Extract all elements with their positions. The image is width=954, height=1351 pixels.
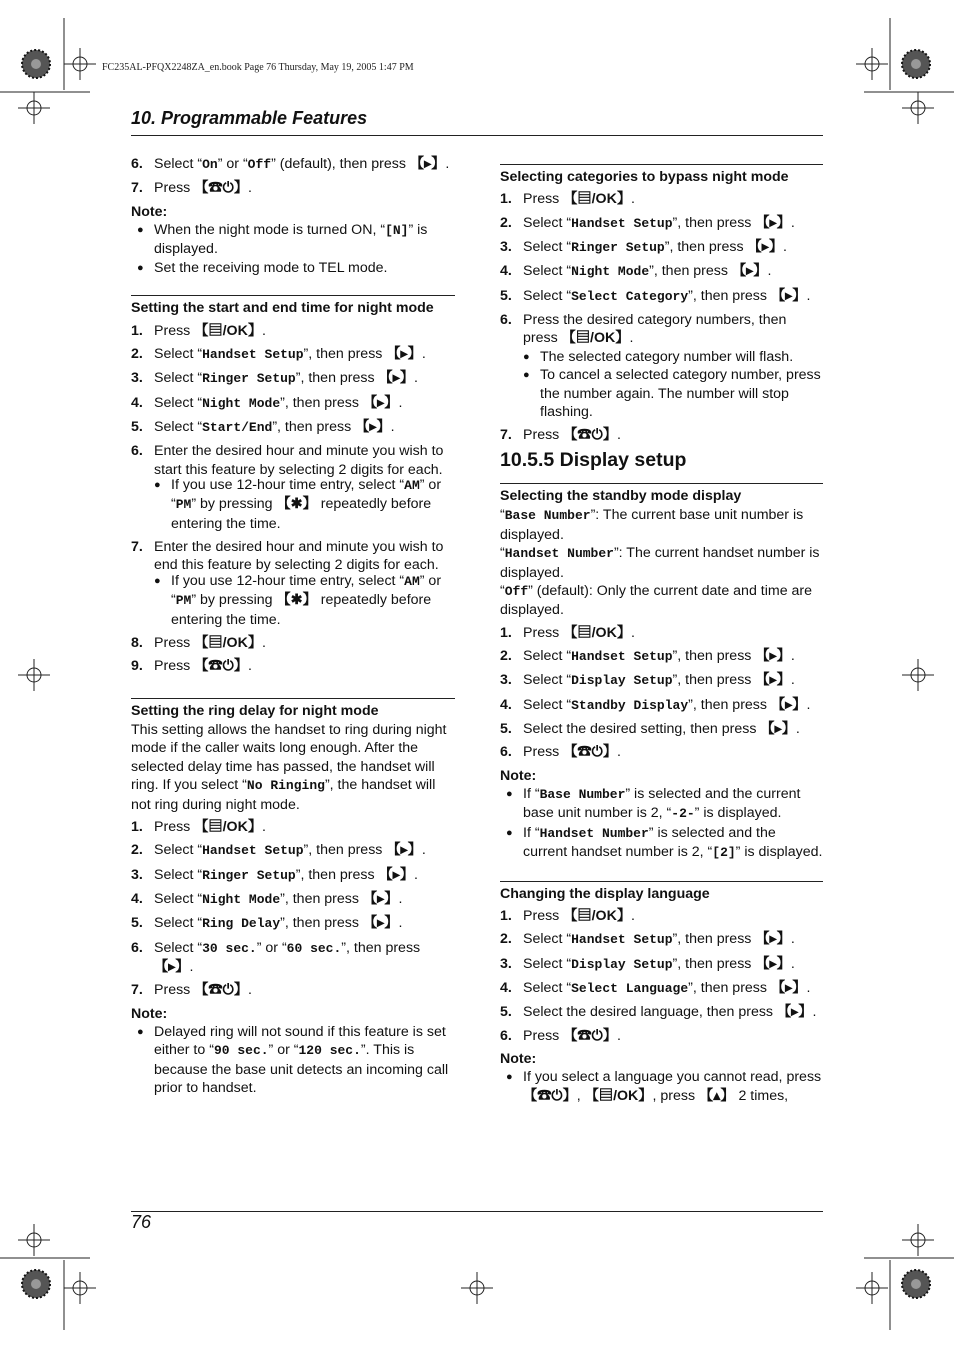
subsection-heading: Setting the start and end time for night mode: [131, 295, 455, 317]
note-heading: Note:: [500, 1050, 537, 1067]
right-key-icon: 【▸】: [755, 672, 791, 689]
note-bullet: ● If you select a language you cannot read, press 【☎⏻】, 【▤/OK】, press 【▴】 2 times,: [506, 1069, 822, 1104]
paragraph: This setting allows the handset to ring during night mode if the caller waits long enough. After the selected delay time has passed, the handset will ring. If you select “No Ringing”, the handset will not ring during night mode.: [131, 722, 447, 813]
off-key-icon: 【☎⏻】: [194, 180, 249, 197]
note-heading: Note:: [500, 767, 537, 784]
right-key-icon: 【▸】: [362, 915, 399, 932]
right-key-icon: 【▸】: [770, 696, 807, 713]
off-key-icon: 【☎⏻】: [563, 744, 618, 761]
paragraph: “Off” (default): Only the current date and time are displayed.: [500, 583, 813, 619]
note-bullet: ● When the night mode is turned ON, “[N]” is displayed.: [137, 222, 428, 258]
section-heading: 10.5.5 Display setup: [500, 448, 687, 471]
right-key-icon: 【▸】: [755, 648, 791, 665]
off-key-icon: 【☎⏻】: [523, 1087, 577, 1104]
menu-ok-key-icon: 【▤/OK】: [194, 634, 263, 651]
up-key-icon: 【▴】: [699, 1087, 735, 1104]
note-bullet: ● If “Handset Number” is selected and the current handset number is 2, “[2]” is displayed.: [506, 824, 823, 861]
header-rule: [131, 135, 823, 136]
right-key-icon: 【▸】: [378, 370, 415, 387]
note-heading: Note:: [131, 203, 168, 220]
right-key-icon: 【▸】: [755, 931, 791, 948]
note-bullet: ● Delayed ring will not sound if this feature is set either to “90 sec.” or “120 sec.”. This is because the base unit detects an incoming call prior to handset.: [137, 1023, 449, 1097]
right-key-icon: 【▸】: [409, 156, 446, 172]
subsection-heading: Setting the ring delay for night mode: [131, 698, 455, 720]
right-key-icon: 【▸】: [386, 842, 422, 859]
off-key-icon: 【☎⏻】: [194, 982, 249, 999]
right-key-icon: 【▸】: [760, 721, 796, 738]
menu-ok-key-icon: 【▤/OK】: [194, 322, 263, 339]
star-key-icon: 【✱】: [276, 496, 317, 513]
note-bullet: ● Set the receiving mode to TEL mode.: [137, 259, 388, 276]
right-key-icon: 【▸】: [362, 890, 399, 907]
section-title: 10. Programmable Features: [131, 108, 368, 128]
right-key-icon: 【▸】: [770, 287, 807, 304]
off-key-icon: 【☎⏻】: [194, 658, 249, 675]
step: 6. Select “On” or “Off” (default), then press 【▸】.: [131, 156, 450, 172]
note-heading: Note:: [131, 1005, 168, 1022]
menu-ok-key-icon: 【▤/OK】: [194, 819, 263, 836]
menu-ok-key-icon: 【▤/OK】: [584, 1087, 653, 1104]
left-column: 6. Select “On” or “Off” (default), then press 【▸】. 7. Press 【☎⏻】. Note: ● When the night mode is turned ON, “[N]” is displayed. ● Set the receiving mode to TEL mode. Setting the start and end time for night mode 1. Press 【▤/OK】. 2. Select “Handset Setup”, then press 【▸】. 3. Select “Ringer Setup”, then press 【▸】. 4. Select “Night Mode”, then press 【▸】. 5. Select “Start/End”, then press 【▸】. 6. Enter the desired hour and minute you wish to start this feature by selecting 2 digits for each. ● If you use 12-hour time entry, select “AM” or “PM” by pressing 【✱】 repeatedly before entering the time. 7. Enter the desired hour and minute you wish to end this feature by selecting 2 digits for each. ● If you use 12-hour time entry, select “AM” or “PM” by pressing 【✱】 repeatedly before entering the time. 8. Press 【▤/OK】. 9. Press 【☎⏻】. Setting the ring delay for night mode This setting allows the handset to ring during night mode if the caller waits long enough. After the selected delay time has passed, the handset will ring. If you select “No Ringing”, the handset will not ring during night mode. 1. Press 【▤/OK】. 2. Select “Handset Setup”, then press 【▸】. 3. Select “Ringer Setup”, then press 【▸】. 4. Select “Night Mode”, then press 【▸】. 5. Select “Ring Delay”, then press 【▸】. 6. Select “30 sec.” or “60 sec.”, then press 【▸】. 7. Press 【☎⏻】. Note: ● Delayed ring will not sound if this feature is set either to “90 sec.” or “120 sec.”. This is because the base unit detects an incoming call prior to handset.: [131, 155, 455, 1098]
right-key-icon: 【▸】: [731, 263, 768, 280]
subsection-heading: Selecting categories to bypass night mode: [500, 164, 823, 186]
menu-ok-key-icon: 【▤/OK】: [563, 624, 632, 641]
note-bullet: ● If “Base Number” is selected and the current base unit number is 2, “-2-” is displayed.: [506, 786, 801, 822]
right-key-icon: 【▸】: [378, 866, 415, 883]
paragraph: “Handset Number”: The current handset number is displayed.: [500, 545, 820, 581]
subsection-heading: Selecting the standby mode display: [500, 483, 823, 505]
step: 7. Press 【☎⏻】.: [131, 180, 252, 197]
right-key-icon: 【▸】: [747, 239, 784, 255]
right-key-icon: 【▸】: [362, 394, 399, 411]
page-number: 76: [131, 1212, 152, 1232]
right-key-icon: 【▸】: [386, 345, 422, 362]
right-key-icon: 【▸】: [755, 955, 791, 972]
menu-ok-key-icon: 【▤/OK】: [561, 330, 630, 347]
footer-rule: [131, 1211, 823, 1212]
book-meta: FC235AL-PFQX2248ZA_en.book Page 76 Thursday, May 19, 2005 1:47 PM: [102, 62, 414, 73]
right-key-icon: 【▸】: [154, 958, 190, 975]
star-key-icon: 【✱】: [276, 592, 317, 609]
right-key-icon: 【▸】: [355, 418, 391, 435]
menu-ok-key-icon: 【▤/OK】: [563, 191, 632, 208]
right-key-icon: 【▸】: [755, 214, 791, 231]
menu-ok-key-icon: 【▤/OK】: [563, 908, 632, 925]
off-key-icon: 【☎⏻】: [563, 427, 618, 444]
right-key-icon: 【▸】: [770, 979, 807, 996]
paragraph: “Base Number”: The current base unit number is displayed.: [500, 507, 804, 543]
off-key-icon: 【☎⏻】: [563, 1027, 618, 1044]
subsection-heading: Changing the display language: [500, 881, 823, 903]
right-column: Selecting categories to bypass night mode 1. Press 【▤/OK】. 2. Select “Handset Setup”, then press 【▸】. 3. Select “Ringer Setup”, then press 【▸】. 4. Select “Night Mode”, then press 【▸】. 5. Select “Select Category”, then press 【▸】. 6. Press the desired category numbers, then press 【▤/OK】. ● The selected category number will flash. ● To cancel a selected category number, press the number again. The number will stop flashing. 7. Press 【☎⏻】. 10.5.5 Display setup Selecting the standby mode display “Base Number”: The current base unit number is displayed. “Handset Number”: The current handset number is displayed. “Off” (default): Only the current date and time are displayed. 1. Press 【▤/OK】. 2. Select “Handset Setup”, then press 【▸】. 3. Select “Display Setup”, then press 【▸】. 4. Select “Standby Display”, then press 【▸】. 5. Select the desired setting, then press 【▸】. 6. Press 【☎⏻】. Note: ● If “Base Number” is selected and the current base unit number is 2, “-2-” is displayed. ● If “Handset Number” is selected and the current handset number is 2, “[2]” is displayed. Changing the display language 1. Press 【▤/OK】. 2. Select “Handset Setup”, then press 【▸】. 3. Select “Display Setup”, then press 【▸】. 4. Select “Select Language”, then press 【▸】. 5. Select the desired language, then press 【▸】. 6. Press 【☎⏻】. Note: ● If you select a language you cannot read, press 【☎⏻】, 【▤/OK】, press 【▴】 2 times,: [500, 164, 823, 1105]
right-key-icon: 【▸】: [776, 1004, 813, 1021]
